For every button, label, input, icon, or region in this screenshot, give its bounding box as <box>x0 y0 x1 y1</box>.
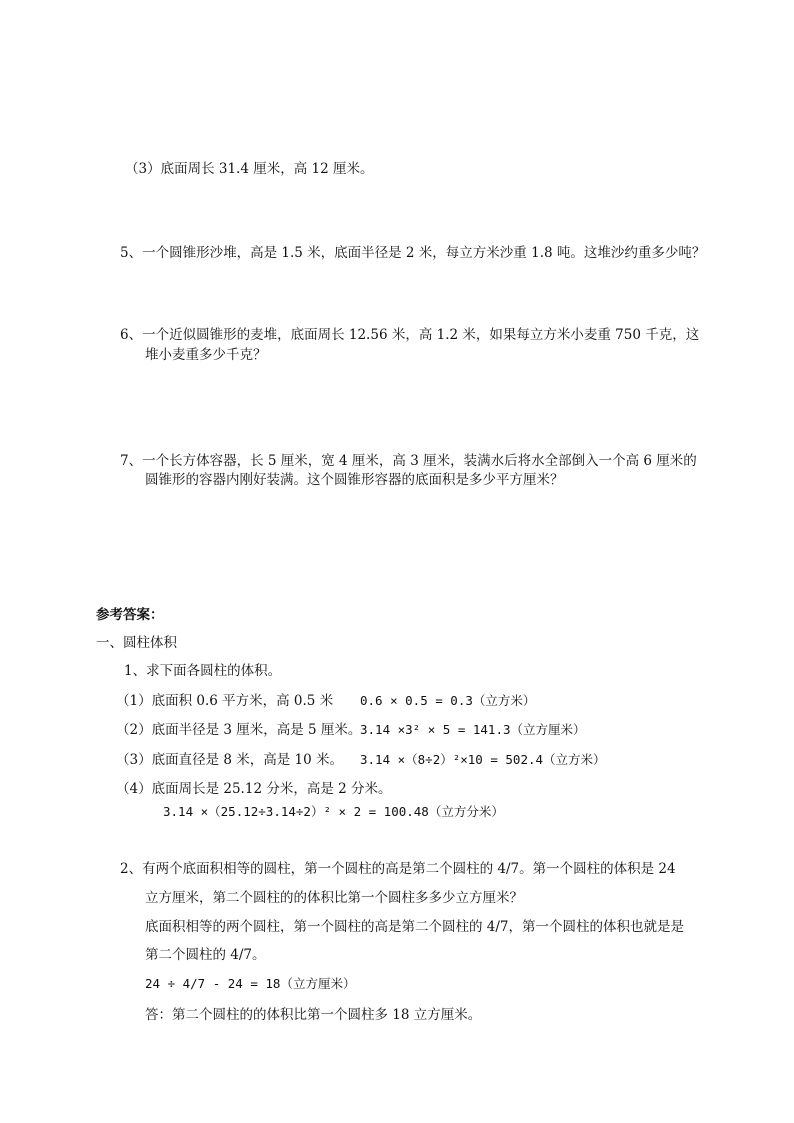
problem-6-line-2: 堆小麦重多少千克？ <box>145 347 267 363</box>
q1-item-2-question: （2）底面半径是 3 厘米，高是 5 厘米。 <box>116 722 362 738</box>
q1-item-1-work: 0.6 × 0.5 = 0.3（立方米） <box>360 693 536 708</box>
q2-calculation: 24 ÷ 4/7 - 24 = 18（立方厘米） <box>145 976 356 991</box>
question-2-line-2: 立方厘米，第二个圆柱的的体积比第一个圆柱多多少立方厘米？ <box>145 890 523 906</box>
q2-answer: 答：第二个圆柱的的体积比第一个圆柱多 18 立方厘米。 <box>145 1007 482 1023</box>
q2-solution-line-1: 底面积相等的两个圆柱，第一个圆柱的高是第二个圆柱的 4/7，第一个圆柱的体积也就是是 <box>145 919 685 935</box>
problem-7-line-2: 圆锥形的容器内刚好装满。这个圆锥形容器的底面积是多少平方厘米？ <box>145 472 564 488</box>
question-1-title: 1、求下面各圆柱的体积。 <box>124 663 282 679</box>
q2-solution-line-2: 第二个圆柱的 4/7。 <box>145 947 266 963</box>
q1-item-1-question: （1）底面积 0.6 平方米，高 0.5 米 <box>116 693 334 709</box>
problem-6-line-1: 6、一个近似圆锥形的麦堆，底面周长 12.56 米，高 1.2 米，如果每立方米小麦重 750 千克，这 <box>120 327 700 343</box>
q1-item-2-work: 3.14 ×3² × 5 = 141.3（立方厘米） <box>360 722 586 737</box>
problem-7-line-1: 7、一个长方体容器，长 5 厘米，宽 4 厘米，高 3 厘米，装满水后将水全部倒入一个高 6 厘米的 <box>120 453 697 469</box>
answers-heading: 参考答案： <box>96 607 164 623</box>
section-cylinder-volume: 一、圆柱体积 <box>96 635 177 651</box>
q1-item-3-work: 3.14 ×（8÷2）²×10 = 502.4（立方米） <box>360 752 606 767</box>
problem-4-item-3: （3）底面周长 31.4 厘米，高 12 厘米。 <box>125 161 374 177</box>
q1-item-3-question: （3）底面直径是 8 米，高是 10 米。 <box>116 752 344 768</box>
q1-item-4-question: （4）底面周长是 25.12 分米，高是 2 分米。 <box>116 781 392 797</box>
question-2-line-1: 2、有两个底面积相等的圆柱，第一个圆柱的高是第二个圆柱的 4/7。第一个圆柱的体积是 24 <box>120 861 676 877</box>
problem-5: 5、一个圆锥形沙堆，高是 1.5 米，底面半径是 2 米，每立方米沙重 1.8 吨。这堆沙约重多少吨？ <box>120 245 706 261</box>
q1-item-4-work: 3.14 ×（25.12÷3.14÷2）² × 2 = 100.48（立方分米） <box>163 804 504 819</box>
